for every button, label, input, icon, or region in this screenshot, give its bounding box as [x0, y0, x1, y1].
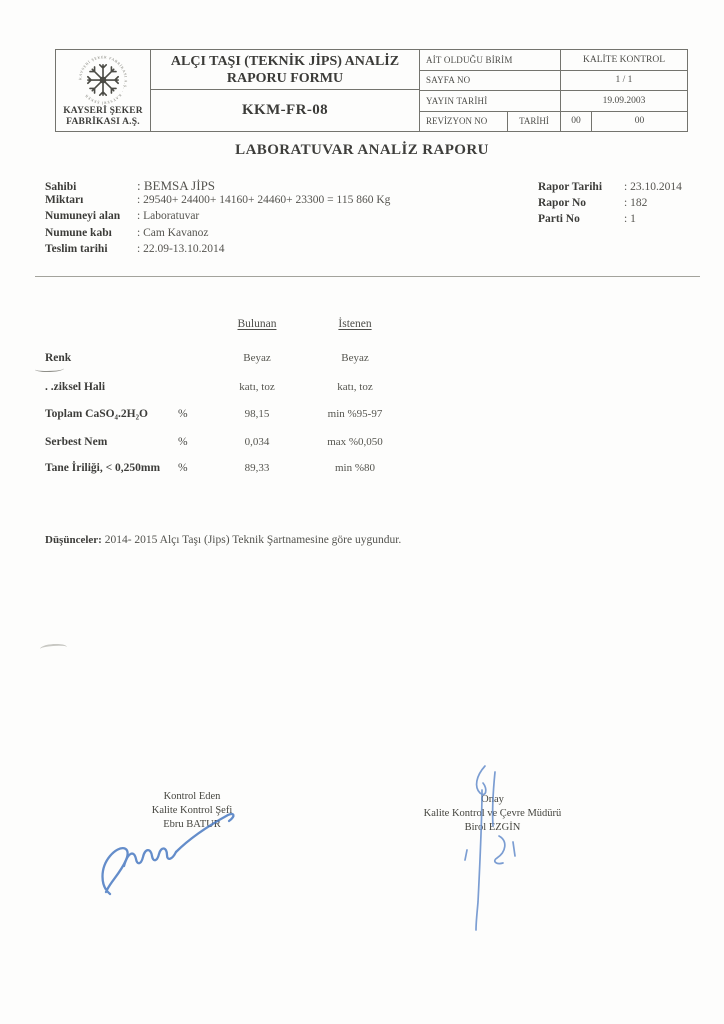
emblem-snowflake	[88, 65, 118, 95]
found-value: 89,33	[244, 462, 270, 474]
meta-label: SAYFA NO	[420, 71, 561, 91]
meta-row-yayin	[420, 91, 687, 112]
result-row-caso4	[0, 408, 724, 424]
parameter-name: Toplam CaSO₄.2H₂O	[45, 408, 148, 420]
form-meta-table	[420, 50, 687, 131]
company-logo-cell	[56, 50, 151, 131]
info-label: Numune kabı	[45, 226, 112, 239]
required-value: min %95-97	[327, 408, 383, 420]
info-row-numune-kabi	[45, 227, 390, 243]
info-row-rapor-tarihi	[538, 181, 682, 197]
info-label: Rapor Tarihi	[538, 181, 603, 193]
meta-value: 1 / 1	[615, 75, 633, 86]
parameter-unit: %	[178, 462, 188, 474]
result-row-renk	[0, 352, 724, 368]
scan-tilde-artifact	[40, 643, 67, 653]
horizontal-divider	[35, 276, 700, 277]
info-value: : 29540+ 24400+ 14160+ 24460+ 23300 = 115 860 Kg	[137, 194, 391, 207]
handwritten-signature-right	[445, 762, 537, 934]
parameter-name: Tane İriliği, < 0,250mm	[45, 462, 161, 474]
info-row-numuneyi-alan	[45, 210, 390, 226]
form-title-line1: ALÇI TAŞI (TEKNİK JİPS) ANALİZ	[170, 53, 400, 69]
form-title-line2: RAPORU FORMU	[226, 70, 344, 86]
signer-name: Birol EZGİN	[464, 821, 521, 833]
meta-label: YAYIN TARİHİ	[420, 91, 561, 111]
signer-role: Onay	[481, 794, 504, 805]
result-row-serbest-nem	[0, 436, 724, 452]
remarks-line	[45, 534, 401, 546]
column-header-required: İstenen	[338, 318, 372, 330]
parameter-name: Serbest Nem	[45, 436, 108, 448]
meta-value: 19.09.2003	[602, 95, 646, 106]
form-title-cell	[151, 50, 420, 131]
form-title	[151, 50, 419, 90]
parameter-name: Renk	[45, 352, 72, 364]
scan-underline-artifact	[35, 366, 64, 372]
info-label: Rapor No	[538, 197, 587, 210]
signer-name: Ebru BATUR	[163, 818, 221, 830]
info-row-rapor-no	[538, 197, 682, 213]
company-name-line2: FABRİKASI A.Ş.	[66, 117, 140, 127]
meta-row-revizyon	[420, 112, 687, 132]
info-value: : 182	[624, 197, 648, 210]
info-row-miktari	[45, 194, 390, 210]
form-header	[55, 49, 688, 132]
required-value: min %80	[334, 462, 376, 474]
info-value: : 1	[624, 213, 636, 226]
result-row-tane-iriligi	[0, 462, 724, 478]
signature-block-left	[107, 790, 277, 831]
emblem-ring-text: KAYSERİ ŞEKER FABRİKASI A.Ş. · KAYSERİ ŞEKER	[78, 55, 128, 105]
page-title: LABORATUVAR ANALİZ RAPORU	[235, 142, 489, 158]
column-header-found: Bulunan	[237, 318, 277, 330]
result-row-fiziksel-hali	[0, 381, 724, 397]
results-header-row	[0, 318, 724, 334]
remarks-label: Düşünceler:	[45, 534, 102, 546]
info-row-parti-no	[538, 213, 682, 229]
meta-row-sayfa	[420, 71, 687, 92]
found-value: 98,15	[244, 408, 270, 420]
info-label: Numuneyi alan	[45, 210, 121, 223]
required-value: Beyaz	[341, 352, 369, 364]
meta-label-tarihi: TARİHİ	[508, 112, 561, 132]
parameter-name: . .ziksel Hali	[45, 381, 106, 393]
info-row-teslim-tarihi	[45, 243, 390, 259]
company-emblem-icon	[77, 54, 129, 106]
signature-block-right	[395, 793, 590, 834]
meta-label: AİT OLDUĞU BİRİM	[420, 50, 561, 70]
info-value: : 22.09-13.10.2014	[137, 242, 225, 255]
meta-row-birim	[420, 50, 687, 71]
report-info-block	[538, 181, 682, 230]
info-value: : Laboratuvar	[137, 210, 200, 223]
parameter-unit: %	[178, 436, 188, 448]
form-code: KKM-FR-08	[241, 102, 329, 118]
meta-value-revno: 00	[561, 112, 592, 132]
signer-title: Kalite Kontrol ve Çevre Müdürü	[423, 807, 562, 819]
meta-value-revtarih: 00	[634, 116, 645, 127]
meta-label-revizyon: REVİZYON NO	[420, 112, 508, 132]
required-value: max %0,050	[327, 436, 383, 448]
info-label: Sahibi	[45, 181, 77, 193]
meta-value: KALİTE KONTROL	[582, 54, 666, 65]
info-label: Teslim tarihi	[45, 242, 108, 255]
info-label: Miktarı	[45, 194, 84, 207]
company-name-line1: KAYSERİ ŞEKER	[63, 106, 143, 116]
info-value: : BEMSA JİPS	[137, 178, 216, 193]
info-label: Parti No	[538, 213, 580, 226]
parameter-unit: %	[178, 408, 188, 420]
signer-role: Kontrol Eden	[163, 791, 221, 802]
info-row-sahibi	[45, 178, 390, 194]
sample-info-block	[45, 178, 390, 259]
remarks-text: 2014- 2015 Alçı Taşı (Jips) Teknik Şartnamesine göre uygundur.	[101, 534, 402, 546]
signer-title: Kalite Kontrol Şefi	[151, 804, 233, 816]
info-value: : 23.10.2014	[624, 181, 682, 193]
found-value: Beyaz	[243, 352, 271, 364]
info-value: : Cam Kavanoz	[137, 226, 209, 239]
found-value: 0,034	[244, 436, 270, 448]
required-value: katı, toz	[337, 381, 373, 393]
found-value: katı, toz	[239, 381, 275, 393]
